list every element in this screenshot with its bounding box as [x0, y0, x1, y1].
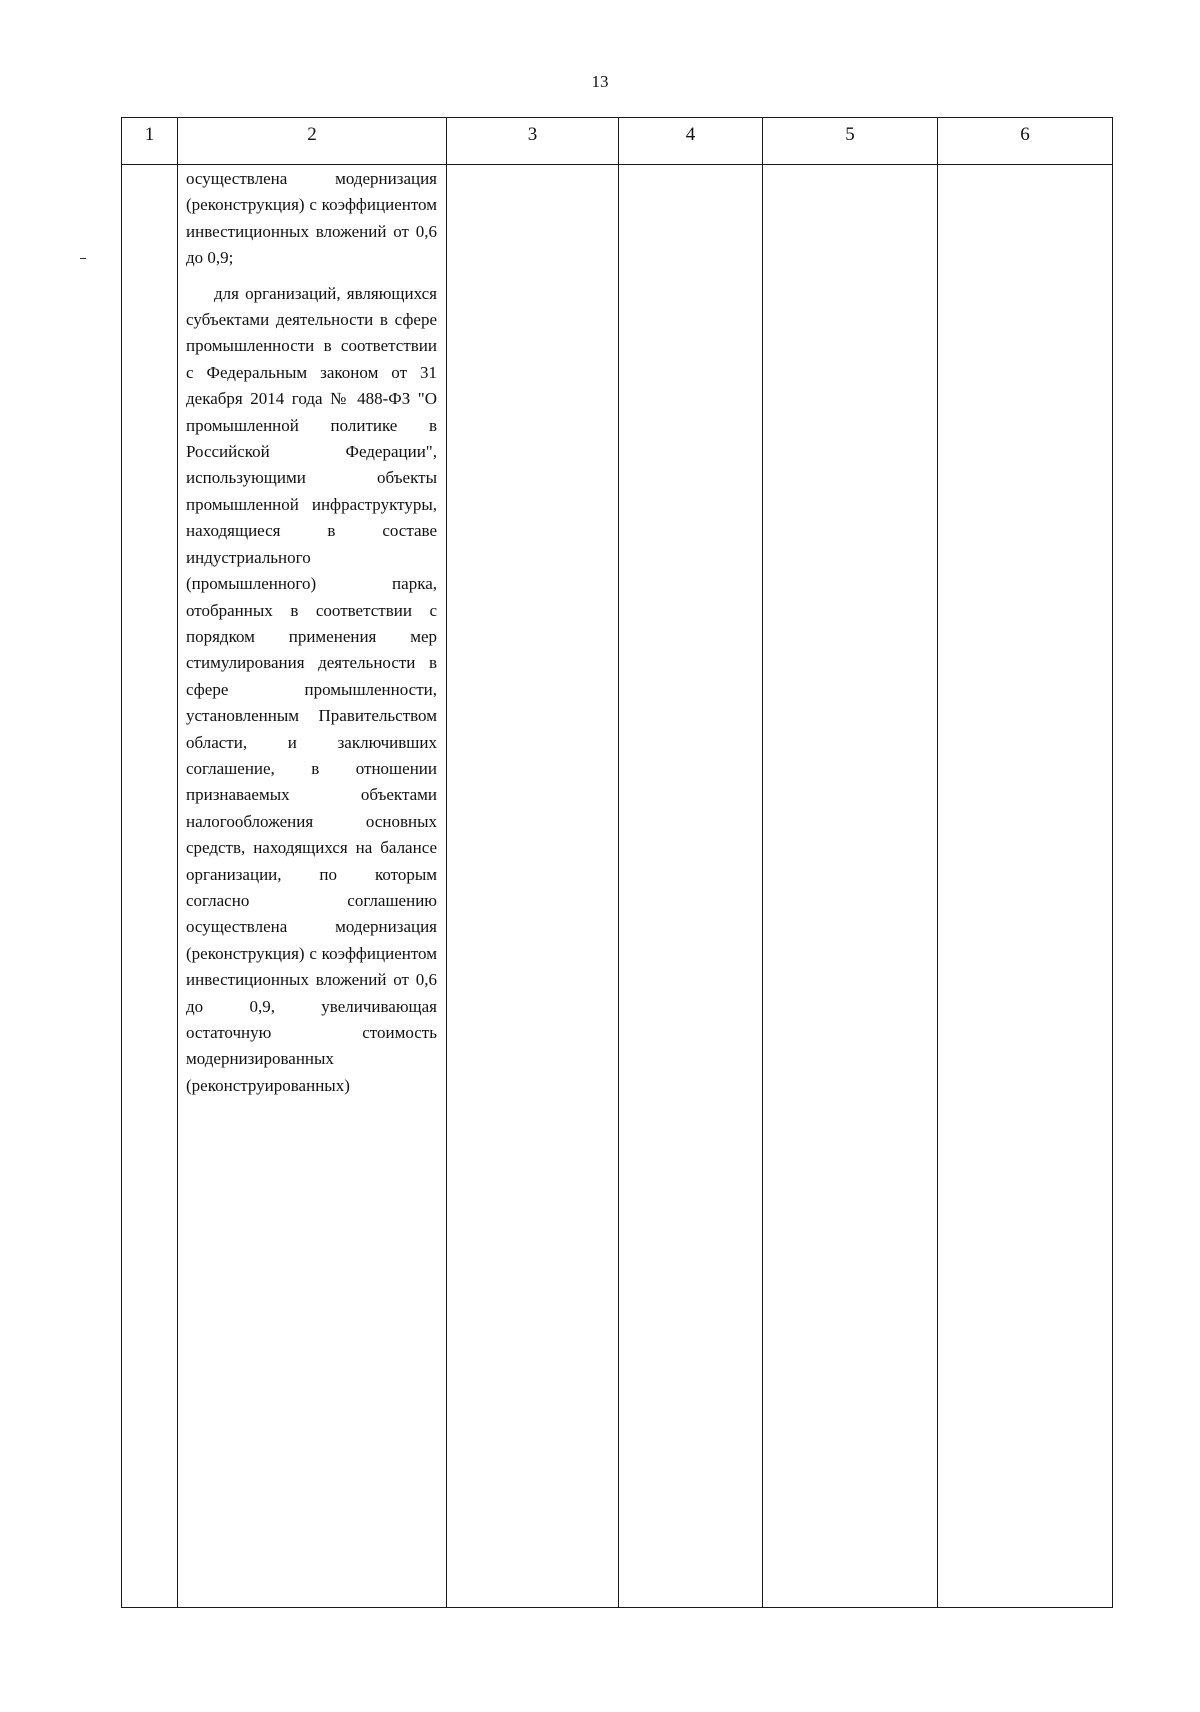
- column-header-6: 6: [938, 118, 1113, 165]
- page-number: 13: [591, 72, 609, 91]
- column-header-2: 2: [178, 118, 447, 165]
- table-header-row: [122, 118, 1113, 165]
- cell-col-3: [447, 165, 619, 1608]
- document-table: [121, 117, 1113, 1608]
- table-row: [122, 165, 1113, 1608]
- cell-col-5: [763, 165, 938, 1608]
- column-header-4: 4: [619, 118, 763, 165]
- column-header-3: 3: [447, 118, 619, 165]
- paragraph-2: для организаций, являющихся субъектами деятельности в сфере промышленности в соответствии с Федеральным законом от 31 декабря 2014 года № 488-ФЗ "О промышленной политике в Российской Федерации", использующими объекты промышленной инфраструктуры, находящиеся в составе индустриального (промышленного) парка, отобранных в соответствии с порядком применения мер стимулирования деятельности в сфере промышленности, установленным Правительством области, и заключивших соглашение, в отношении признаваемых объектами налогообложения основных средств, находящихся на балансе организации, по которым согласно соглашению осуществлена модернизация (реконструкция) с коэффициентом инвестиционных вложений от 0,6 до 0,9, увеличивающая остаточную стоимость модернизированных (реконструированных): [186, 283, 437, 1095]
- cell-col-4: [619, 165, 763, 1608]
- column-header-1: 1: [122, 118, 178, 165]
- cell-col-2-text: [178, 165, 446, 1099]
- column-header-5: 5: [763, 118, 938, 165]
- cell-col-1: [122, 165, 178, 1608]
- cell-col-6: [938, 165, 1113, 1608]
- margin-mark: [80, 258, 86, 259]
- cell-col-2: [178, 165, 447, 1608]
- paragraph-1: осуществлена модернизация (реконструкция) с коэффициентом инвестиционных вложений от 0,6 до 0,9;: [186, 169, 437, 268]
